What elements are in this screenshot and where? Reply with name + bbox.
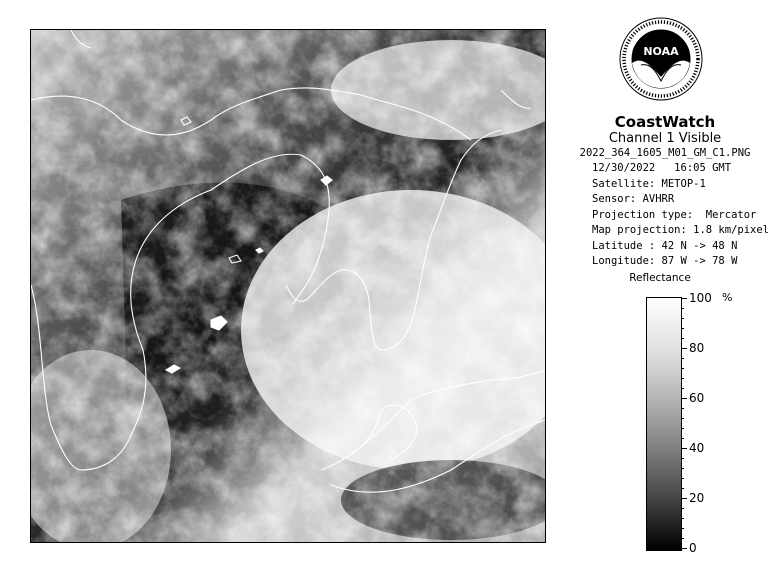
metadata-datetime: 12/30/2022 16:05 GMT xyxy=(592,162,732,174)
legend-minor-tick xyxy=(681,508,684,509)
product-title: CoastWatch xyxy=(614,113,716,131)
legend-tick-label: 100 xyxy=(689,291,712,305)
legend-minor-tick xyxy=(681,358,684,359)
legend-tick-label: 20 xyxy=(689,491,705,505)
metadata-longitude: Longitude: 87 W -> 78 W xyxy=(592,255,738,267)
legend-title: Reflectance xyxy=(629,272,691,284)
image-filename: 2022_364_1605_M01_GM_C1.PNG xyxy=(579,147,751,159)
metadata-sensor: Sensor: AVHRR xyxy=(592,193,675,205)
noaa-logo-text: NOAA xyxy=(643,45,679,58)
image-metadata xyxy=(592,161,769,270)
metadata-map-projection: Map projection: 1.8 km/pixel xyxy=(592,224,770,236)
legend-minor-tick xyxy=(681,378,684,379)
legend-tick xyxy=(681,298,687,299)
legend-minor-tick xyxy=(681,328,684,329)
legend-minor-tick xyxy=(681,478,684,479)
legend-tick xyxy=(681,448,687,449)
legend-minor-tick xyxy=(681,488,684,489)
legend-minor-tick xyxy=(681,428,684,429)
noaa-logo xyxy=(619,17,703,101)
legend-unit: % xyxy=(722,291,733,304)
legend-tick xyxy=(681,498,687,499)
legend-minor-tick xyxy=(681,458,684,459)
legend-minor-tick xyxy=(681,418,684,419)
legend-minor-tick xyxy=(681,408,684,409)
legend-minor-tick xyxy=(681,388,684,389)
legend-tick-label: 60 xyxy=(689,391,705,405)
legend-minor-tick xyxy=(681,438,684,439)
reflectance-colorbar xyxy=(646,297,682,551)
satellite-image-canvas xyxy=(31,30,545,542)
legend-minor-tick xyxy=(681,308,684,309)
metadata-satellite: Satellite: METOP-1 xyxy=(592,177,706,190)
legend-tick-label: 0 xyxy=(689,541,697,555)
metadata-latitude: Latitude : 42 N -> 48 N xyxy=(592,239,738,252)
legend-minor-tick xyxy=(681,518,684,519)
channel-label: Channel 1 Visible xyxy=(608,131,722,146)
legend-minor-tick xyxy=(681,538,684,539)
legend-minor-tick xyxy=(681,468,684,469)
legend-minor-tick xyxy=(681,318,684,319)
legend-minor-tick xyxy=(681,368,684,369)
legend-tick xyxy=(681,348,687,349)
legend-tick xyxy=(681,398,687,399)
legend-minor-tick xyxy=(681,338,684,339)
legend-tick-label: 80 xyxy=(689,341,705,355)
legend-tick xyxy=(681,548,687,549)
legend-minor-tick xyxy=(681,528,684,529)
metadata-projection-type: Projection type: Mercator xyxy=(592,208,757,221)
legend-tick-label: 40 xyxy=(689,441,705,455)
satellite-image xyxy=(30,29,546,543)
